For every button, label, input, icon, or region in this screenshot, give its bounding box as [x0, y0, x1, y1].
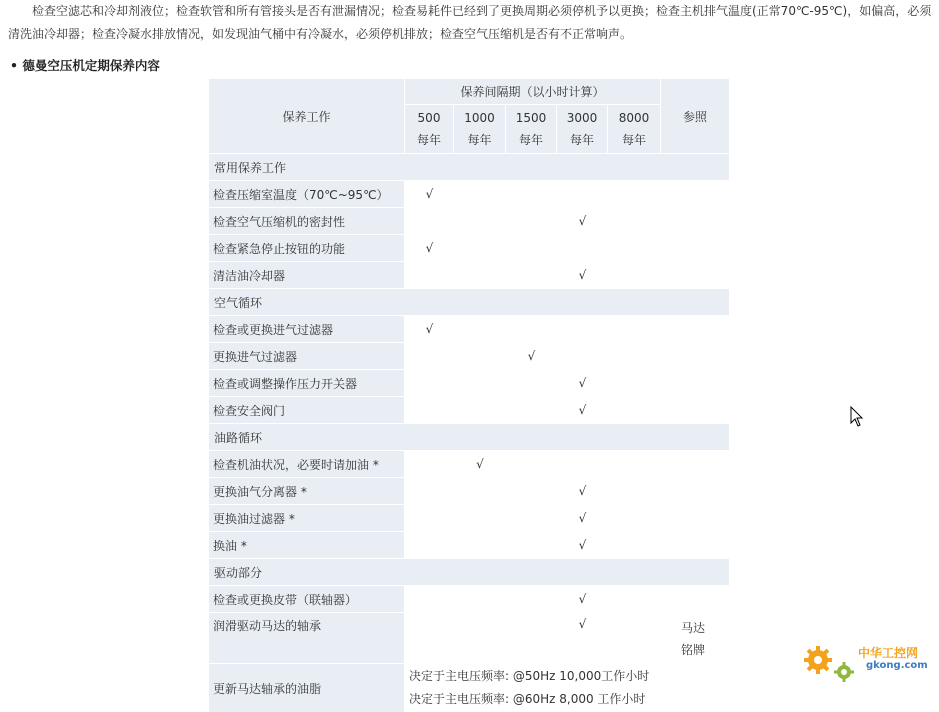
table-row: [209, 504, 729, 531]
empty-cell: [557, 234, 608, 261]
empty-cell: [608, 396, 661, 423]
task-label: 检查或更换进气过滤器: [209, 315, 405, 342]
empty-cell: [557, 450, 608, 477]
task-label: 更换油过滤器 *: [209, 504, 405, 531]
empty-cell: [608, 234, 661, 261]
task-label: 润滑驱动马达的轴承: [209, 612, 405, 663]
check-mark: √: [506, 342, 557, 369]
check-mark: √: [557, 504, 608, 531]
category-row: [209, 558, 729, 585]
empty-cell: [454, 261, 506, 288]
empty-cell: [608, 369, 661, 396]
empty-cell: [557, 315, 608, 342]
reference-cell: [661, 180, 729, 207]
reference-line: 马达: [681, 621, 706, 635]
header-interval-8000: [608, 105, 661, 153]
check-mark: √: [405, 315, 454, 342]
table-row: [209, 261, 729, 288]
category-title: 驱动部分: [209, 558, 729, 585]
empty-cell: [454, 180, 506, 207]
empty-cell: [506, 531, 557, 558]
task-label: 检查安全阀门: [209, 396, 405, 423]
note-line: 决定于主电压频率: @50Hz 10,000工作小时: [409, 669, 650, 683]
check-mark: √: [405, 180, 454, 207]
interval-unit: 每年: [467, 133, 492, 147]
maintenance-table: [209, 79, 729, 712]
mouse-cursor-icon: [850, 406, 864, 428]
task-label: 检查或更换皮带（联轴器）: [209, 585, 405, 612]
empty-cell: [405, 531, 454, 558]
logo-domain: gkong.com: [866, 660, 928, 671]
empty-cell: [454, 234, 506, 261]
check-mark: √: [557, 477, 608, 504]
reference-cell: [661, 396, 729, 423]
category-row: [209, 288, 729, 315]
empty-cell: [506, 234, 557, 261]
empty-cell: [506, 369, 557, 396]
empty-cell: [405, 585, 454, 612]
empty-cell: [454, 477, 506, 504]
interval-hours: 500: [417, 111, 441, 125]
table-row: [209, 180, 729, 207]
logo-name: 中华工控网: [858, 646, 919, 660]
frequency-note: [405, 663, 729, 712]
empty-cell: [557, 342, 608, 369]
empty-cell: [454, 315, 506, 342]
empty-cell: [454, 504, 506, 531]
header-interval-1000: [454, 105, 506, 153]
empty-cell: [608, 477, 661, 504]
task-label: 更新马达轴承的油脂: [209, 663, 405, 712]
empty-cell: [405, 207, 454, 234]
empty-cell: [506, 612, 557, 663]
empty-cell: [405, 396, 454, 423]
intro-paragraph: 检查空滤芯和冷却剂液位；检查软管和所有管接头是否有泄漏情况；检查易耗件已经到了更换周期必须停机予以更换；检查主机排气温度(正常70℃-95℃)，如偏高，必须清洗油冷却器；检查冷凝水排放情况，如发现油气桶中有冷凝水，必须停机排放；检查空气压缩机是否有不正常响声。: [8, 4, 932, 41]
reference-cell: [661, 369, 729, 396]
check-mark: √: [557, 207, 608, 234]
empty-cell: [405, 369, 454, 396]
task-label: 检查压缩室温度（70℃~95℃）: [209, 180, 405, 207]
category-title: 空气循环: [209, 288, 729, 315]
empty-cell: [506, 261, 557, 288]
table-row-last: [209, 663, 729, 712]
interval-unit: 每年: [416, 133, 441, 147]
empty-cell: [608, 450, 661, 477]
table-row: [209, 342, 729, 369]
interval-unit: 每年: [569, 133, 594, 147]
header-task: 保养工作: [209, 79, 405, 153]
reference-cell: [661, 504, 729, 531]
reference-cell: [661, 612, 729, 663]
header-interval-3000: [557, 105, 608, 153]
empty-cell: [454, 207, 506, 234]
empty-cell: [405, 342, 454, 369]
reference-cell: [661, 450, 729, 477]
empty-cell: [506, 450, 557, 477]
empty-cell: [405, 450, 454, 477]
table-row: [209, 207, 729, 234]
empty-cell: [405, 477, 454, 504]
empty-cell: [608, 504, 661, 531]
table-row: [209, 234, 729, 261]
category-title: 油路循环: [209, 423, 729, 450]
reference-cell: [661, 234, 729, 261]
reference-cell: [661, 531, 729, 558]
task-label: 换油 *: [209, 531, 405, 558]
empty-cell: [608, 180, 661, 207]
empty-cell: [608, 531, 661, 558]
table-row: [209, 315, 729, 342]
empty-cell: [506, 207, 557, 234]
table-row: [209, 585, 729, 612]
check-mark: √: [454, 450, 506, 477]
empty-cell: [506, 585, 557, 612]
empty-cell: [608, 585, 661, 612]
interval-unit: 每年: [518, 133, 543, 147]
task-label: 清洁油冷却器: [209, 261, 405, 288]
empty-cell: [608, 315, 661, 342]
empty-cell: [405, 261, 454, 288]
task-label: 检查紧急停止按钮的功能: [209, 234, 405, 261]
task-label: 检查机油状况，必要时请加油 *: [209, 450, 405, 477]
empty-cell: [454, 585, 506, 612]
table-row: [209, 396, 729, 423]
task-label: 检查或调整操作压力开关器: [209, 369, 405, 396]
task-label: 更换进气过滤器: [209, 342, 405, 369]
empty-cell: [454, 369, 506, 396]
reference-cell: [661, 261, 729, 288]
empty-cell: [405, 612, 454, 663]
check-mark: √: [557, 612, 608, 663]
header-interval-500: [405, 105, 454, 153]
reference-line: 铭牌: [681, 643, 706, 657]
interval-hours: 3000: [566, 111, 598, 125]
header-interval-1500: [506, 105, 557, 153]
table-row: [209, 369, 729, 396]
empty-cell: [608, 612, 661, 663]
empty-cell: [557, 180, 608, 207]
task-label: 检查空气压缩机的密封性: [209, 207, 405, 234]
check-mark: √: [557, 396, 608, 423]
empty-cell: [506, 477, 557, 504]
empty-cell: [454, 612, 506, 663]
reference-cell: [661, 342, 729, 369]
table-row: [209, 477, 729, 504]
empty-cell: [608, 342, 661, 369]
task-label: 更换油气分离器 *: [209, 477, 405, 504]
check-mark: √: [557, 369, 608, 396]
check-mark: √: [557, 585, 608, 612]
empty-cell: [506, 180, 557, 207]
empty-cell: [454, 531, 506, 558]
empty-cell: [608, 261, 661, 288]
interval-hours: 1000: [464, 111, 495, 125]
empty-cell: [608, 207, 661, 234]
reference-cell: [661, 315, 729, 342]
table-row: [209, 531, 729, 558]
section-title: • 德曼空压机定期保养内容: [10, 58, 160, 73]
gear-icon: [800, 638, 860, 688]
note-line: 决定于主电压频率: @60Hz 8,000 工作小时: [409, 692, 646, 706]
table-row: [209, 450, 729, 477]
category-title: 常用保养工作: [209, 153, 729, 180]
empty-cell: [506, 315, 557, 342]
empty-cell: [506, 504, 557, 531]
header-interval-group: 保养间隔期（以小时计算）: [405, 79, 661, 105]
empty-cell: [405, 504, 454, 531]
site-logo: [800, 638, 936, 688]
empty-cell: [506, 396, 557, 423]
reference-cell: [661, 477, 729, 504]
table-row: [209, 612, 729, 663]
category-row: [209, 423, 729, 450]
interval-unit: 每年: [622, 133, 647, 147]
empty-cell: [454, 396, 506, 423]
check-mark: √: [405, 234, 454, 261]
category-row: [209, 153, 729, 180]
reference-cell: [661, 585, 729, 612]
reference-cell: [661, 207, 729, 234]
check-mark: √: [557, 261, 608, 288]
header-reference: 参照: [661, 79, 729, 153]
interval-hours: 1500: [515, 111, 547, 125]
empty-cell: [454, 342, 506, 369]
check-mark: √: [557, 531, 608, 558]
interval-hours: 8000: [618, 111, 650, 125]
